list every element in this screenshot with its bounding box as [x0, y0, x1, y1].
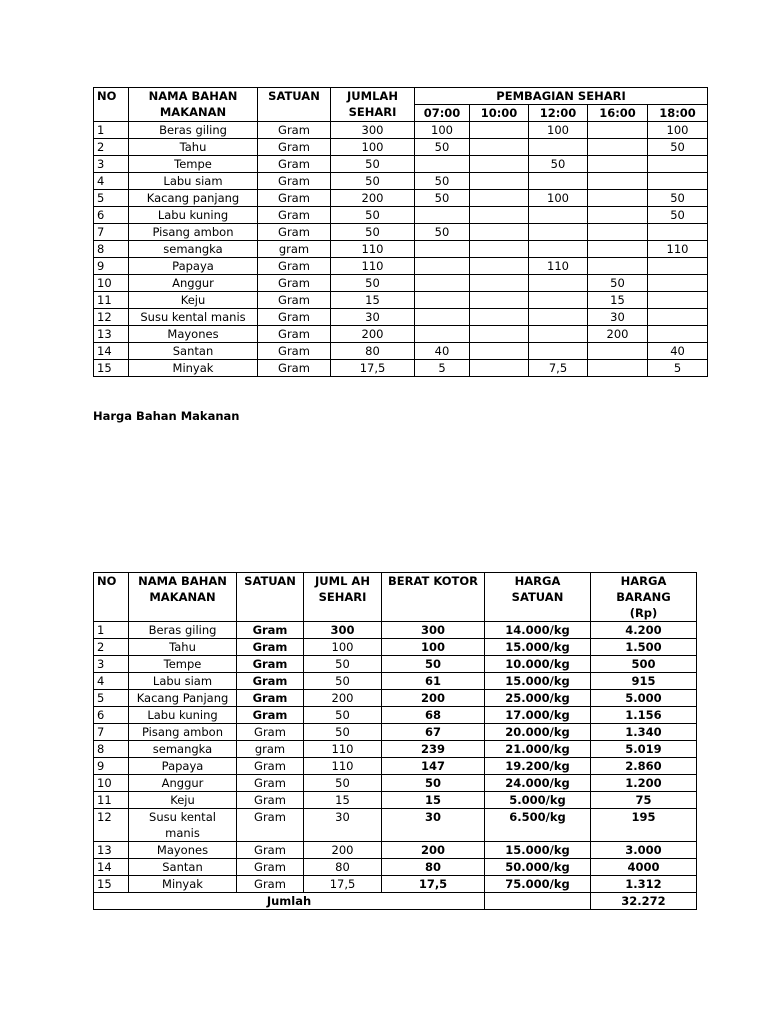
- header-row: [94, 88, 708, 105]
- cell-satuan: Gram: [258, 309, 331, 326]
- cell-nama: Keju: [129, 792, 237, 809]
- cell-satuan: Gram: [258, 122, 331, 139]
- cell-1000: [470, 275, 529, 292]
- cell-0700: 40: [415, 343, 470, 360]
- cell-harga-barang: 1.156: [591, 707, 697, 724]
- cell-0700: [415, 326, 470, 343]
- table-row: [94, 122, 708, 139]
- cell-1800: [648, 156, 708, 173]
- table-row: [94, 656, 697, 673]
- cell-satuan: Gram: [258, 360, 331, 377]
- table-row: [94, 309, 708, 326]
- cell-harga-satuan: 15.000/kg: [485, 639, 591, 656]
- cell-satuan: Gram: [237, 876, 304, 893]
- cell-jumlah: 50: [331, 224, 415, 241]
- cell-no: 6: [94, 707, 129, 724]
- cell-satuan: Gram: [237, 775, 304, 792]
- cell-nama: Papaya: [129, 758, 237, 775]
- cell-1600: 15: [588, 292, 648, 309]
- cell-0700: [415, 275, 470, 292]
- cell-nama: Tahu: [129, 139, 258, 156]
- cell-no: 5: [94, 190, 129, 207]
- cell-0700: 50: [415, 190, 470, 207]
- cell-jumlah: 50: [304, 724, 382, 741]
- table-row: [94, 360, 708, 377]
- table-row: [94, 156, 708, 173]
- header-row: [94, 573, 697, 622]
- cell-1200: [529, 343, 588, 360]
- cell-berat-kotor: 200: [382, 690, 485, 707]
- cell-harga-satuan: 15.000/kg: [485, 842, 591, 859]
- cell-1800: 100: [648, 122, 708, 139]
- cell-jumlah: 50: [304, 656, 382, 673]
- cell-no: 9: [94, 258, 129, 275]
- cell-berat-kotor: 50: [382, 656, 485, 673]
- header-berat-kotor: BERAT KOTOR: [382, 573, 485, 622]
- cell-jumlah: 50: [331, 173, 415, 190]
- cell-jumlah: 30: [331, 309, 415, 326]
- cell-1800: [648, 309, 708, 326]
- cell-berat-kotor: 147: [382, 758, 485, 775]
- cell-satuan: Gram: [258, 275, 331, 292]
- cell-1600: 200: [588, 326, 648, 343]
- cell-jumlah: 110: [304, 758, 382, 775]
- cell-jumlah: 17,5: [304, 876, 382, 893]
- cell-satuan: Gram: [237, 656, 304, 673]
- cell-harga-satuan: 5.000/kg: [485, 792, 591, 809]
- cell-1200: [529, 326, 588, 343]
- total-label: Jumlah: [94, 893, 485, 910]
- cell-1200: 50: [529, 156, 588, 173]
- table-row: [94, 809, 697, 842]
- cell-1800: 5: [648, 360, 708, 377]
- cell-0700: [415, 258, 470, 275]
- cell-satuan: Gram: [258, 173, 331, 190]
- cell-satuan: Gram: [258, 326, 331, 343]
- cell-nama: Labu kuning: [129, 707, 237, 724]
- cell-1600: [588, 139, 648, 156]
- cell-harga-barang: 5.000: [591, 690, 697, 707]
- header-harga-satuan: HARGA SATUAN: [485, 573, 591, 622]
- cell-satuan: Gram: [237, 622, 304, 639]
- cell-1000: [470, 122, 529, 139]
- cell-no: 5: [94, 690, 129, 707]
- table-row: [94, 724, 697, 741]
- cell-nama: Anggur: [129, 275, 258, 292]
- cell-nama: Labu siam: [129, 173, 258, 190]
- cell-jumlah: 110: [331, 258, 415, 275]
- header-time: 18:00: [648, 105, 708, 122]
- cell-jumlah: 50: [331, 275, 415, 292]
- cell-1600: [588, 207, 648, 224]
- cell-no: 10: [94, 775, 129, 792]
- cell-1800: [648, 224, 708, 241]
- table-row: [94, 326, 708, 343]
- cell-1800: 40: [648, 343, 708, 360]
- cell-1200: [529, 309, 588, 326]
- cell-no: 7: [94, 724, 129, 741]
- cell-no: 3: [94, 656, 129, 673]
- header-jumlah: JUML AH SEHARI: [304, 573, 382, 622]
- cell-harga-satuan: 19.200/kg: [485, 758, 591, 775]
- header-nama: NAMA BAHAN MAKANAN: [129, 573, 237, 622]
- cell-1200: [529, 173, 588, 190]
- table-row: [94, 622, 697, 639]
- table-row: [94, 207, 708, 224]
- cell-no: 8: [94, 241, 129, 258]
- cell-no: 2: [94, 139, 129, 156]
- cell-harga-barang: 1.312: [591, 876, 697, 893]
- cell-berat-kotor: 67: [382, 724, 485, 741]
- cell-no: 8: [94, 741, 129, 758]
- header-time: 16:00: [588, 105, 648, 122]
- cell-1600: [588, 224, 648, 241]
- table-row: [94, 258, 708, 275]
- cell-no: 4: [94, 673, 129, 690]
- table-row: [94, 241, 708, 258]
- cell-berat-kotor: 80: [382, 859, 485, 876]
- cell-nama: Minyak: [129, 360, 258, 377]
- table-row: [94, 190, 708, 207]
- cell-satuan: Gram: [237, 792, 304, 809]
- cell-satuan: Gram: [237, 639, 304, 656]
- cell-nama: Susu kental manis: [129, 309, 258, 326]
- total-row: [94, 893, 697, 910]
- cell-nama: Tempe: [129, 156, 258, 173]
- cell-jumlah: 15: [304, 792, 382, 809]
- cell-1000: [470, 258, 529, 275]
- cell-harga-barang: 75: [591, 792, 697, 809]
- food-price-table: [93, 572, 697, 910]
- cell-nama: Mayones: [129, 326, 258, 343]
- cell-satuan: Gram: [237, 690, 304, 707]
- cell-1200: [529, 275, 588, 292]
- cell-satuan: Gram: [237, 859, 304, 876]
- cell-1800: [648, 173, 708, 190]
- cell-nama: Pisang ambon: [129, 724, 237, 741]
- cell-jumlah: 15: [331, 292, 415, 309]
- cell-no: 7: [94, 224, 129, 241]
- cell-1200: [529, 292, 588, 309]
- table-row: [94, 859, 697, 876]
- cell-no: 1: [94, 622, 129, 639]
- table-row: [94, 758, 697, 775]
- cell-1200: 110: [529, 258, 588, 275]
- cell-berat-kotor: 50: [382, 775, 485, 792]
- cell-1200: 7,5: [529, 360, 588, 377]
- cell-jumlah: 50: [304, 673, 382, 690]
- cell-jumlah: 30: [304, 809, 382, 842]
- cell-nama: Kacang panjang: [129, 190, 258, 207]
- cell-no: 11: [94, 792, 129, 809]
- header-time: 07:00: [415, 105, 470, 122]
- cell-1000: [470, 241, 529, 258]
- cell-nama: Labu siam: [129, 673, 237, 690]
- cell-satuan: Gram: [258, 139, 331, 156]
- cell-1600: [588, 173, 648, 190]
- cell-satuan: Gram: [237, 724, 304, 741]
- cell-1000: [470, 360, 529, 377]
- total-empty-cell: [485, 893, 591, 910]
- cell-harga-satuan: 17.000/kg: [485, 707, 591, 724]
- table-row: [94, 673, 697, 690]
- cell-harga-barang: 915: [591, 673, 697, 690]
- cell-nama: Papaya: [129, 258, 258, 275]
- cell-nama: Labu kuning: [129, 207, 258, 224]
- table-row: [94, 275, 708, 292]
- cell-nama: Beras giling: [129, 122, 258, 139]
- cell-1000: [470, 139, 529, 156]
- cell-jumlah: 50: [304, 707, 382, 724]
- cell-jumlah: 300: [304, 622, 382, 639]
- cell-jumlah: 300: [331, 122, 415, 139]
- cell-0700: [415, 207, 470, 224]
- header-jumlah: JUMLAH SEHARI: [331, 88, 415, 122]
- cell-satuan: Gram: [258, 156, 331, 173]
- cell-jumlah: 17,5: [331, 360, 415, 377]
- cell-no: 14: [94, 343, 129, 360]
- cell-satuan: Gram: [237, 842, 304, 859]
- header-harga-barang: HARGA BARANG (Rp): [591, 573, 697, 622]
- cell-1000: [470, 326, 529, 343]
- cell-nama: Kacang Panjang: [129, 690, 237, 707]
- table-row: [94, 639, 697, 656]
- header-satuan: SATUAN: [258, 88, 331, 122]
- header-pembagian: PEMBAGIAN SEHARI: [415, 88, 708, 105]
- cell-1200: [529, 241, 588, 258]
- cell-1800: 50: [648, 139, 708, 156]
- cell-harga-satuan: 75.000/kg: [485, 876, 591, 893]
- cell-no: 13: [94, 326, 129, 343]
- cell-harga-satuan: 15.000/kg: [485, 673, 591, 690]
- table-row: [94, 741, 697, 758]
- cell-1200: 100: [529, 190, 588, 207]
- cell-harga-satuan: 10.000/kg: [485, 656, 591, 673]
- table-row: [94, 139, 708, 156]
- cell-0700: 5: [415, 360, 470, 377]
- cell-1600: [588, 343, 648, 360]
- cell-harga-barang: 195: [591, 809, 697, 842]
- cell-nama: Susu kental manis: [129, 809, 237, 842]
- cell-nama: Anggur: [129, 775, 237, 792]
- cell-jumlah: 50: [331, 207, 415, 224]
- cell-no: 2: [94, 639, 129, 656]
- cell-1600: [588, 190, 648, 207]
- cell-1800: [648, 292, 708, 309]
- header-no: NO: [94, 573, 129, 622]
- cell-nama: Minyak: [129, 876, 237, 893]
- meal-distribution-table: [93, 87, 708, 377]
- cell-berat-kotor: 239: [382, 741, 485, 758]
- cell-berat-kotor: 300: [382, 622, 485, 639]
- cell-no: 12: [94, 809, 129, 842]
- cell-harga-satuan: 25.000/kg: [485, 690, 591, 707]
- header-time: 12:00: [529, 105, 588, 122]
- cell-0700: 100: [415, 122, 470, 139]
- cell-satuan: Gram: [237, 809, 304, 842]
- cell-jumlah: 50: [304, 775, 382, 792]
- table-row: [94, 343, 708, 360]
- cell-1200: [529, 207, 588, 224]
- cell-no: 11: [94, 292, 129, 309]
- cell-1200: [529, 139, 588, 156]
- table-row: [94, 842, 697, 859]
- cell-harga-barang: 4.200: [591, 622, 697, 639]
- header-time: 10:00: [470, 105, 529, 122]
- cell-harga-barang: 1.340: [591, 724, 697, 741]
- cell-1600: [588, 122, 648, 139]
- cell-1600: 30: [588, 309, 648, 326]
- cell-1800: 50: [648, 207, 708, 224]
- cell-no: 13: [94, 842, 129, 859]
- cell-satuan: gram: [237, 741, 304, 758]
- table-row: [94, 707, 697, 724]
- cell-harga-barang: 4000: [591, 859, 697, 876]
- cell-harga-barang: 500: [591, 656, 697, 673]
- cell-nama: semangka: [129, 741, 237, 758]
- header-nama: NAMA BAHAN MAKANAN: [129, 88, 258, 122]
- cell-0700: [415, 156, 470, 173]
- cell-harga-satuan: 14.000/kg: [485, 622, 591, 639]
- cell-1600: [588, 156, 648, 173]
- cell-nama: Beras giling: [129, 622, 237, 639]
- cell-1800: 110: [648, 241, 708, 258]
- cell-0700: 50: [415, 173, 470, 190]
- cell-harga-satuan: 24.000/kg: [485, 775, 591, 792]
- cell-no: 15: [94, 360, 129, 377]
- table-row: [94, 690, 697, 707]
- cell-no: 12: [94, 309, 129, 326]
- cell-jumlah: 80: [304, 859, 382, 876]
- cell-1200: [529, 224, 588, 241]
- cell-0700: [415, 309, 470, 326]
- cell-satuan: gram: [258, 241, 331, 258]
- cell-1200: 100: [529, 122, 588, 139]
- cell-nama: Mayones: [129, 842, 237, 859]
- cell-satuan: Gram: [258, 292, 331, 309]
- cell-satuan: Gram: [237, 707, 304, 724]
- cell-1000: [470, 343, 529, 360]
- cell-jumlah: 80: [331, 343, 415, 360]
- cell-no: 15: [94, 876, 129, 893]
- cell-nama: Tempe: [129, 656, 237, 673]
- cell-satuan: Gram: [258, 258, 331, 275]
- cell-no: 9: [94, 758, 129, 775]
- cell-no: 4: [94, 173, 129, 190]
- section-caption: Harga Bahan Makanan: [93, 409, 240, 423]
- cell-berat-kotor: 61: [382, 673, 485, 690]
- cell-berat-kotor: 200: [382, 842, 485, 859]
- cell-satuan: Gram: [237, 673, 304, 690]
- cell-berat-kotor: 68: [382, 707, 485, 724]
- cell-1000: [470, 224, 529, 241]
- table-row: [94, 292, 708, 309]
- cell-1000: [470, 309, 529, 326]
- cell-satuan: Gram: [258, 190, 331, 207]
- table-row: [94, 224, 708, 241]
- cell-1600: [588, 360, 648, 377]
- cell-no: 6: [94, 207, 129, 224]
- cell-jumlah: 50: [331, 156, 415, 173]
- table-row: [94, 876, 697, 893]
- cell-1800: 50: [648, 190, 708, 207]
- cell-1600: [588, 241, 648, 258]
- cell-no: 1: [94, 122, 129, 139]
- cell-nama: semangka: [129, 241, 258, 258]
- cell-jumlah: 200: [304, 690, 382, 707]
- cell-harga-barang: 1.200: [591, 775, 697, 792]
- cell-no: 3: [94, 156, 129, 173]
- cell-jumlah: 200: [331, 190, 415, 207]
- cell-nama: Keju: [129, 292, 258, 309]
- cell-1600: [588, 258, 648, 275]
- cell-1000: [470, 156, 529, 173]
- cell-no: 10: [94, 275, 129, 292]
- cell-harga-satuan: 6.500/kg: [485, 809, 591, 842]
- cell-satuan: Gram: [237, 758, 304, 775]
- cell-satuan: Gram: [258, 343, 331, 360]
- table-row: [94, 775, 697, 792]
- cell-1000: [470, 292, 529, 309]
- cell-satuan: Gram: [258, 207, 331, 224]
- header-no: NO: [94, 88, 129, 122]
- cell-1600: 50: [588, 275, 648, 292]
- cell-1800: [648, 258, 708, 275]
- cell-nama: Pisang ambon: [129, 224, 258, 241]
- cell-berat-kotor: 15: [382, 792, 485, 809]
- cell-berat-kotor: 100: [382, 639, 485, 656]
- cell-nama: Tahu: [129, 639, 237, 656]
- cell-jumlah: 100: [331, 139, 415, 156]
- cell-harga-satuan: 20.000/kg: [485, 724, 591, 741]
- cell-nama: Santan: [129, 859, 237, 876]
- cell-harga-barang: 5.019: [591, 741, 697, 758]
- cell-1000: [470, 173, 529, 190]
- cell-jumlah: 110: [331, 241, 415, 258]
- cell-0700: 50: [415, 139, 470, 156]
- cell-jumlah: 200: [331, 326, 415, 343]
- cell-nama: Santan: [129, 343, 258, 360]
- cell-satuan: Gram: [258, 224, 331, 241]
- cell-harga-satuan: 21.000/kg: [485, 741, 591, 758]
- cell-harga-barang: 1.500: [591, 639, 697, 656]
- cell-0700: [415, 241, 470, 258]
- cell-jumlah: 200: [304, 842, 382, 859]
- cell-0700: 50: [415, 224, 470, 241]
- cell-no: 14: [94, 859, 129, 876]
- total-value: 32.272: [591, 893, 697, 910]
- cell-harga-barang: 3.000: [591, 842, 697, 859]
- cell-jumlah: 110: [304, 741, 382, 758]
- cell-1000: [470, 207, 529, 224]
- cell-berat-kotor: 30: [382, 809, 485, 842]
- header-satuan: SATUAN: [237, 573, 304, 622]
- cell-harga-barang: 2.860: [591, 758, 697, 775]
- cell-1000: [470, 190, 529, 207]
- cell-1800: [648, 275, 708, 292]
- table-row: [94, 792, 697, 809]
- table-row: [94, 173, 708, 190]
- cell-1800: [648, 326, 708, 343]
- cell-0700: [415, 292, 470, 309]
- cell-jumlah: 100: [304, 639, 382, 656]
- cell-harga-satuan: 50.000/kg: [485, 859, 591, 876]
- cell-berat-kotor: 17,5: [382, 876, 485, 893]
